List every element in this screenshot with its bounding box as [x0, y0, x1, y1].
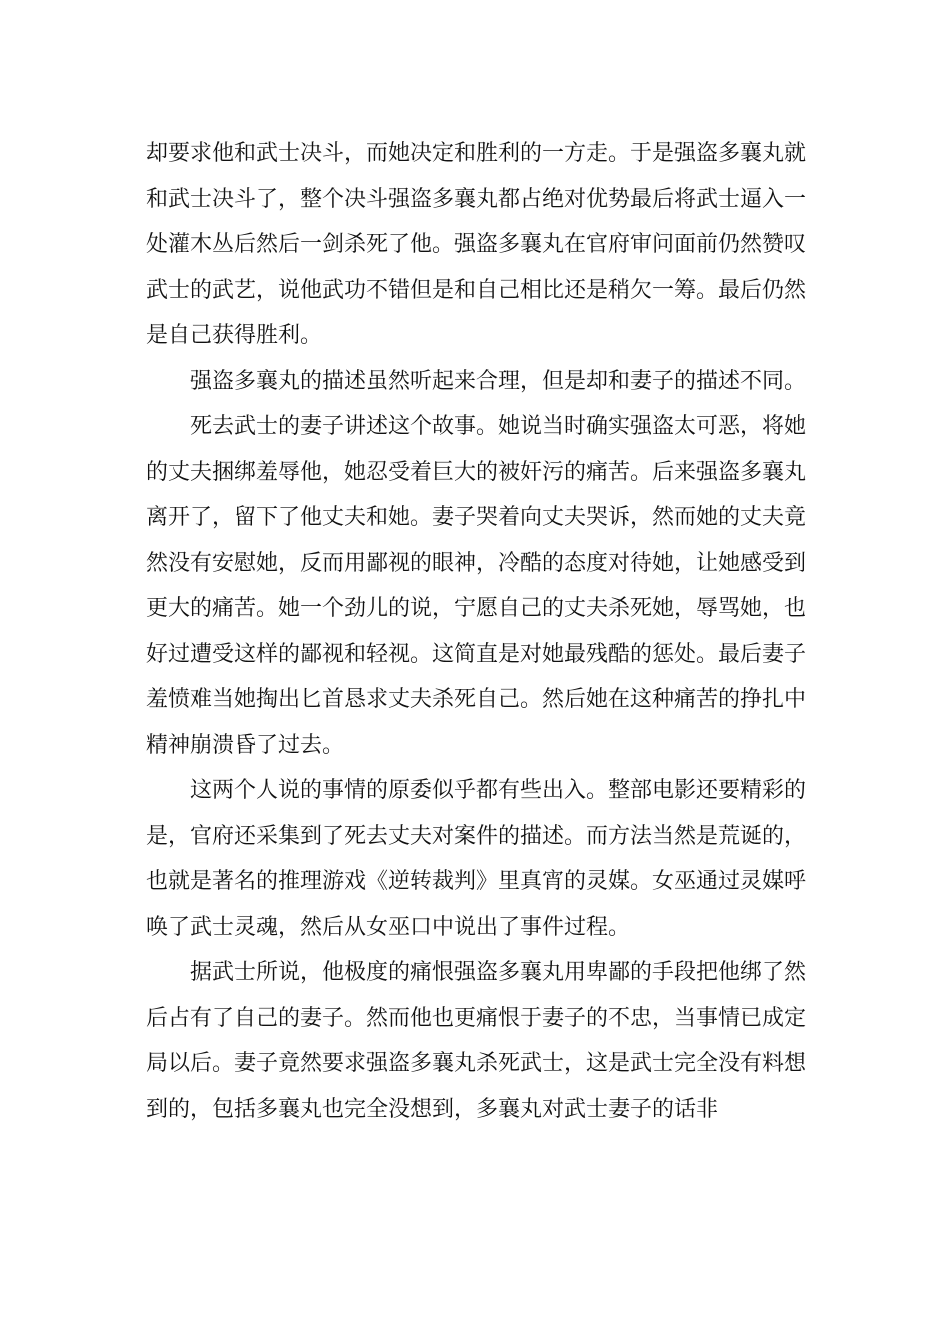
paragraph-5: 据武士所说，他极度的痛恨强盗多襄丸用卑鄙的手段把他绑了然后占有了自己的妻子。然而他也更痛恨于妻子的不忠，当事情已成定局以后。妻子竟然要求强盗多襄丸杀死武士，这是武士完全没有料想到的，包括多襄丸也完全没想到，多襄丸对武士妻子的话非 — [146, 960, 807, 1122]
paragraph-3: 死去武士的妻子讲述这个故事。她说当时确实强盗太可恶，将她的丈夫捆绑羞辱他，她忍受着巨大的被奸污的痛苦。后来强盗多襄丸离开了，留下了他丈夫和她。妻子哭着向丈夫哭诉，然而她的丈夫竟然没有安慰她，反而用鄙视的眼神，冷酷的态度对待她，让她感受到更大的痛苦。她一个劲儿的说，宁愿自己的丈夫杀死她，辱骂她，也好过遭受这样的鄙视和轻视。这简直是对她最残酷的惩处。最后妻子羞愤难当她掏出匕首恳求丈夫杀死自己。然后她在这种痛苦的挣扎中精神崩溃昏了过去。 — [146, 414, 807, 758]
paragraph-2: 强盗多襄丸的描述虽然听起来合理，但是却和妻子的描述不同。 — [190, 368, 807, 394]
document-body — [146, 131, 806, 1132]
paragraph-4: 这两个人说的事情的原委似乎都有些出入。整部电影还要精彩的是，官府还采集到了死去丈夫对案件的描述。而方法当然是荒诞的，也就是著名的推理游戏《逆转裁判》里真宵的灵媒。女巫通过灵媒呼唤了武士灵魂，然后从女巫口中说出了事件过程。 — [146, 778, 807, 940]
paragraph-1: 却要求他和武士决斗，而她决定和胜利的一方走。于是强盗多襄丸就和武士决斗了，整个决斗强盗多襄丸都占绝对优势最后将武士逼入一处灌木丛后然后一剑杀死了他。强盗多襄丸在官府审问面前仍然赞叹武士的武艺，说他武功不错但是和自己相比还是稍欠一筹。最后仍然是自己获得胜利。 — [146, 141, 807, 348]
